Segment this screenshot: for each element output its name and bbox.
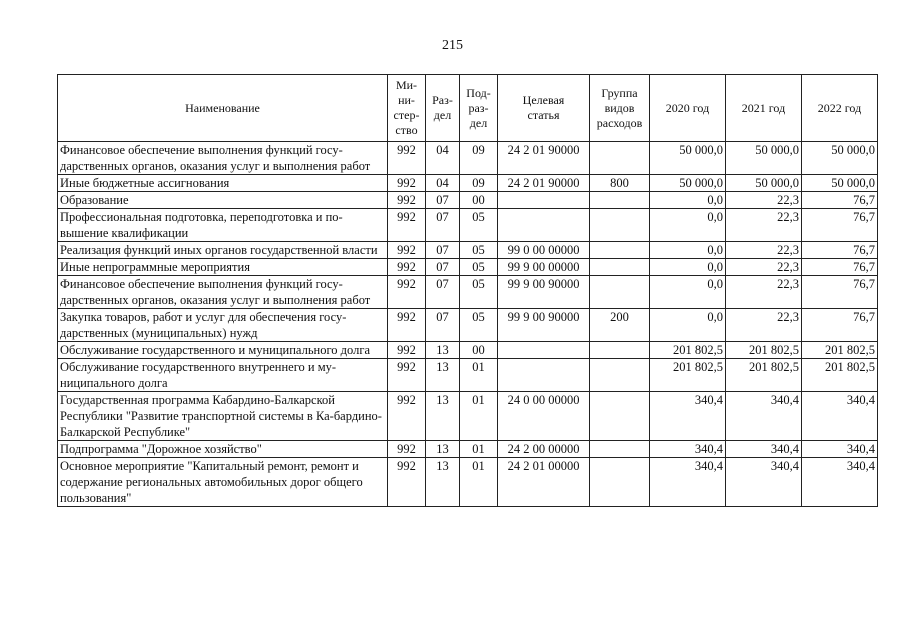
row-ministry: 992 <box>388 276 426 309</box>
table-row <box>58 458 878 507</box>
row-subsection: 05 <box>460 309 498 342</box>
row-value-2020: 50 000,0 <box>650 142 726 175</box>
row-target-article: 99 0 00 00000 <box>498 242 590 259</box>
row-value-2022: 76,7 <box>802 242 878 259</box>
row-value-2021: 22,3 <box>726 242 802 259</box>
row-expense-group <box>590 242 650 259</box>
row-section: 07 <box>426 259 460 276</box>
row-subsection: 09 <box>460 175 498 192</box>
row-value-2022: 76,7 <box>802 209 878 242</box>
row-target-article <box>498 209 590 242</box>
row-subsection: 05 <box>460 209 498 242</box>
row-value-2022: 50 000,0 <box>802 175 878 192</box>
row-ministry: 992 <box>388 175 426 192</box>
row-section: 07 <box>426 209 460 242</box>
row-expense-group: 200 <box>590 309 650 342</box>
row-ministry: 992 <box>388 342 426 359</box>
row-subsection: 01 <box>460 441 498 458</box>
row-subsection: 05 <box>460 242 498 259</box>
row-name: Реализация функций иных органов государственной власти <box>58 242 388 259</box>
table-row <box>58 259 878 276</box>
row-expense-group <box>590 392 650 441</box>
table-row <box>58 192 878 209</box>
page-number: 215 <box>442 38 463 53</box>
table-row <box>58 209 878 242</box>
row-value-2021: 22,3 <box>726 259 802 276</box>
row-ministry: 992 <box>388 242 426 259</box>
row-name: Финансовое обеспечение выполнения функций госу-дарственных органов, оказания услуг и выполнения работ <box>58 142 388 175</box>
row-value-2021: 22,3 <box>726 309 802 342</box>
row-value-2020: 0,0 <box>650 276 726 309</box>
row-name: Финансовое обеспечение выполнения функций госу-дарственных органов, оказания услуг и выполнения работ <box>58 276 388 309</box>
table-row <box>58 175 878 192</box>
row-section: 07 <box>426 242 460 259</box>
row-value-2021: 340,4 <box>726 458 802 507</box>
row-expense-group <box>590 142 650 175</box>
row-target-article <box>498 342 590 359</box>
row-section: 04 <box>426 142 460 175</box>
row-expense-group <box>590 458 650 507</box>
row-subsection: 01 <box>460 392 498 441</box>
row-section: 07 <box>426 276 460 309</box>
row-expense-group <box>590 441 650 458</box>
row-target-article <box>498 359 590 392</box>
row-target-article: 99 9 00 90000 <box>498 309 590 342</box>
row-section: 07 <box>426 192 460 209</box>
row-value-2021: 50 000,0 <box>726 175 802 192</box>
header-name: Наименование <box>58 75 388 142</box>
row-subsection: 00 <box>460 192 498 209</box>
row-target-article: 24 2 01 90000 <box>498 142 590 175</box>
row-name: Профессиональная подготовка, переподготовка и по-вышение квалификации <box>58 209 388 242</box>
row-value-2020: 340,4 <box>650 458 726 507</box>
row-subsection: 00 <box>460 342 498 359</box>
header-2022: 2022 год <box>802 75 878 142</box>
row-ministry: 992 <box>388 441 426 458</box>
row-expense-group <box>590 342 650 359</box>
row-value-2022: 340,4 <box>802 392 878 441</box>
row-expense-group: 800 <box>590 175 650 192</box>
row-section: 13 <box>426 342 460 359</box>
row-target-article: 24 2 01 00000 <box>498 458 590 507</box>
row-value-2020: 0,0 <box>650 209 726 242</box>
row-value-2022: 50 000,0 <box>802 142 878 175</box>
header-2020: 2020 год <box>650 75 726 142</box>
header-expense-group: Группа видов расходов <box>590 75 650 142</box>
row-section: 04 <box>426 175 460 192</box>
table-row <box>58 392 878 441</box>
row-target-article: 24 2 00 00000 <box>498 441 590 458</box>
row-value-2020: 0,0 <box>650 259 726 276</box>
table-row <box>58 441 878 458</box>
row-target-article <box>498 192 590 209</box>
row-value-2020: 201 802,5 <box>650 359 726 392</box>
row-ministry: 992 <box>388 192 426 209</box>
row-name: Основное мероприятие "Капитальный ремонт, ремонт и содержание региональных автомобильных дорог общего пользования" <box>58 458 388 507</box>
table-body <box>58 142 878 507</box>
header-target-article: Целевая статья <box>498 75 590 142</box>
row-name: Обслуживание государственного и муниципального долга <box>58 342 388 359</box>
row-value-2021: 340,4 <box>726 441 802 458</box>
budget-table <box>57 74 878 507</box>
row-value-2022: 76,7 <box>802 309 878 342</box>
header-section: Раз- дел <box>426 75 460 142</box>
row-section: 13 <box>426 441 460 458</box>
row-section: 13 <box>426 359 460 392</box>
row-value-2020: 0,0 <box>650 242 726 259</box>
row-name: Подпрограмма "Дорожное хозяйство" <box>58 441 388 458</box>
row-name: Государственная программа Кабардино-Балкарской Республики "Развитие транспортной системы в Ка-бардино-Балкарской Республике" <box>58 392 388 441</box>
row-subsection: 05 <box>460 276 498 309</box>
table-row <box>58 142 878 175</box>
row-value-2022: 76,7 <box>802 192 878 209</box>
row-target-article: 24 2 01 90000 <box>498 175 590 192</box>
row-value-2020: 50 000,0 <box>650 175 726 192</box>
table-row <box>58 242 878 259</box>
row-value-2022: 76,7 <box>802 259 878 276</box>
table-row <box>58 309 878 342</box>
row-value-2020: 0,0 <box>650 309 726 342</box>
row-value-2021: 22,3 <box>726 276 802 309</box>
row-value-2022: 76,7 <box>802 276 878 309</box>
row-target-article: 99 9 00 00000 <box>498 259 590 276</box>
table-row <box>58 359 878 392</box>
row-ministry: 992 <box>388 309 426 342</box>
row-value-2020: 340,4 <box>650 441 726 458</box>
row-section: 13 <box>426 458 460 507</box>
header-2021: 2021 год <box>726 75 802 142</box>
row-value-2022: 340,4 <box>802 458 878 507</box>
row-ministry: 992 <box>388 392 426 441</box>
row-value-2022: 340,4 <box>802 441 878 458</box>
row-ministry: 992 <box>388 209 426 242</box>
header-subsection: Под- раз- дел <box>460 75 498 142</box>
row-value-2020: 201 802,5 <box>650 342 726 359</box>
row-ministry: 992 <box>388 458 426 507</box>
row-subsection: 01 <box>460 359 498 392</box>
row-section: 07 <box>426 309 460 342</box>
row-value-2020: 0,0 <box>650 192 726 209</box>
header-ministry: Ми- ни- стер- ство <box>388 75 426 142</box>
row-subsection: 05 <box>460 259 498 276</box>
table-header <box>58 75 878 142</box>
table-row <box>58 276 878 309</box>
row-value-2022: 201 802,5 <box>802 342 878 359</box>
row-section: 13 <box>426 392 460 441</box>
row-name: Обслуживание государственного внутреннего и му-ниципального долга <box>58 359 388 392</box>
row-ministry: 992 <box>388 142 426 175</box>
row-value-2022: 201 802,5 <box>802 359 878 392</box>
table-row <box>58 342 878 359</box>
row-value-2021: 201 802,5 <box>726 342 802 359</box>
row-ministry: 992 <box>388 259 426 276</box>
row-expense-group <box>590 192 650 209</box>
row-name: Образование <box>58 192 388 209</box>
row-expense-group <box>590 259 650 276</box>
row-expense-group <box>590 359 650 392</box>
row-name: Иные бюджетные ассигнования <box>58 175 388 192</box>
row-value-2021: 201 802,5 <box>726 359 802 392</box>
row-target-article: 24 0 00 00000 <box>498 392 590 441</box>
row-ministry: 992 <box>388 359 426 392</box>
row-value-2021: 22,3 <box>726 209 802 242</box>
row-value-2021: 22,3 <box>726 192 802 209</box>
row-name: Иные непрограммные мероприятия <box>58 259 388 276</box>
row-subsection: 01 <box>460 458 498 507</box>
row-value-2020: 340,4 <box>650 392 726 441</box>
row-subsection: 09 <box>460 142 498 175</box>
row-target-article: 99 9 00 90000 <box>498 276 590 309</box>
row-expense-group <box>590 276 650 309</box>
row-value-2021: 340,4 <box>726 392 802 441</box>
row-expense-group <box>590 209 650 242</box>
row-name: Закупка товаров, работ и услуг для обеспечения госу-дарственных (муниципальных) нужд <box>58 309 388 342</box>
row-value-2021: 50 000,0 <box>726 142 802 175</box>
